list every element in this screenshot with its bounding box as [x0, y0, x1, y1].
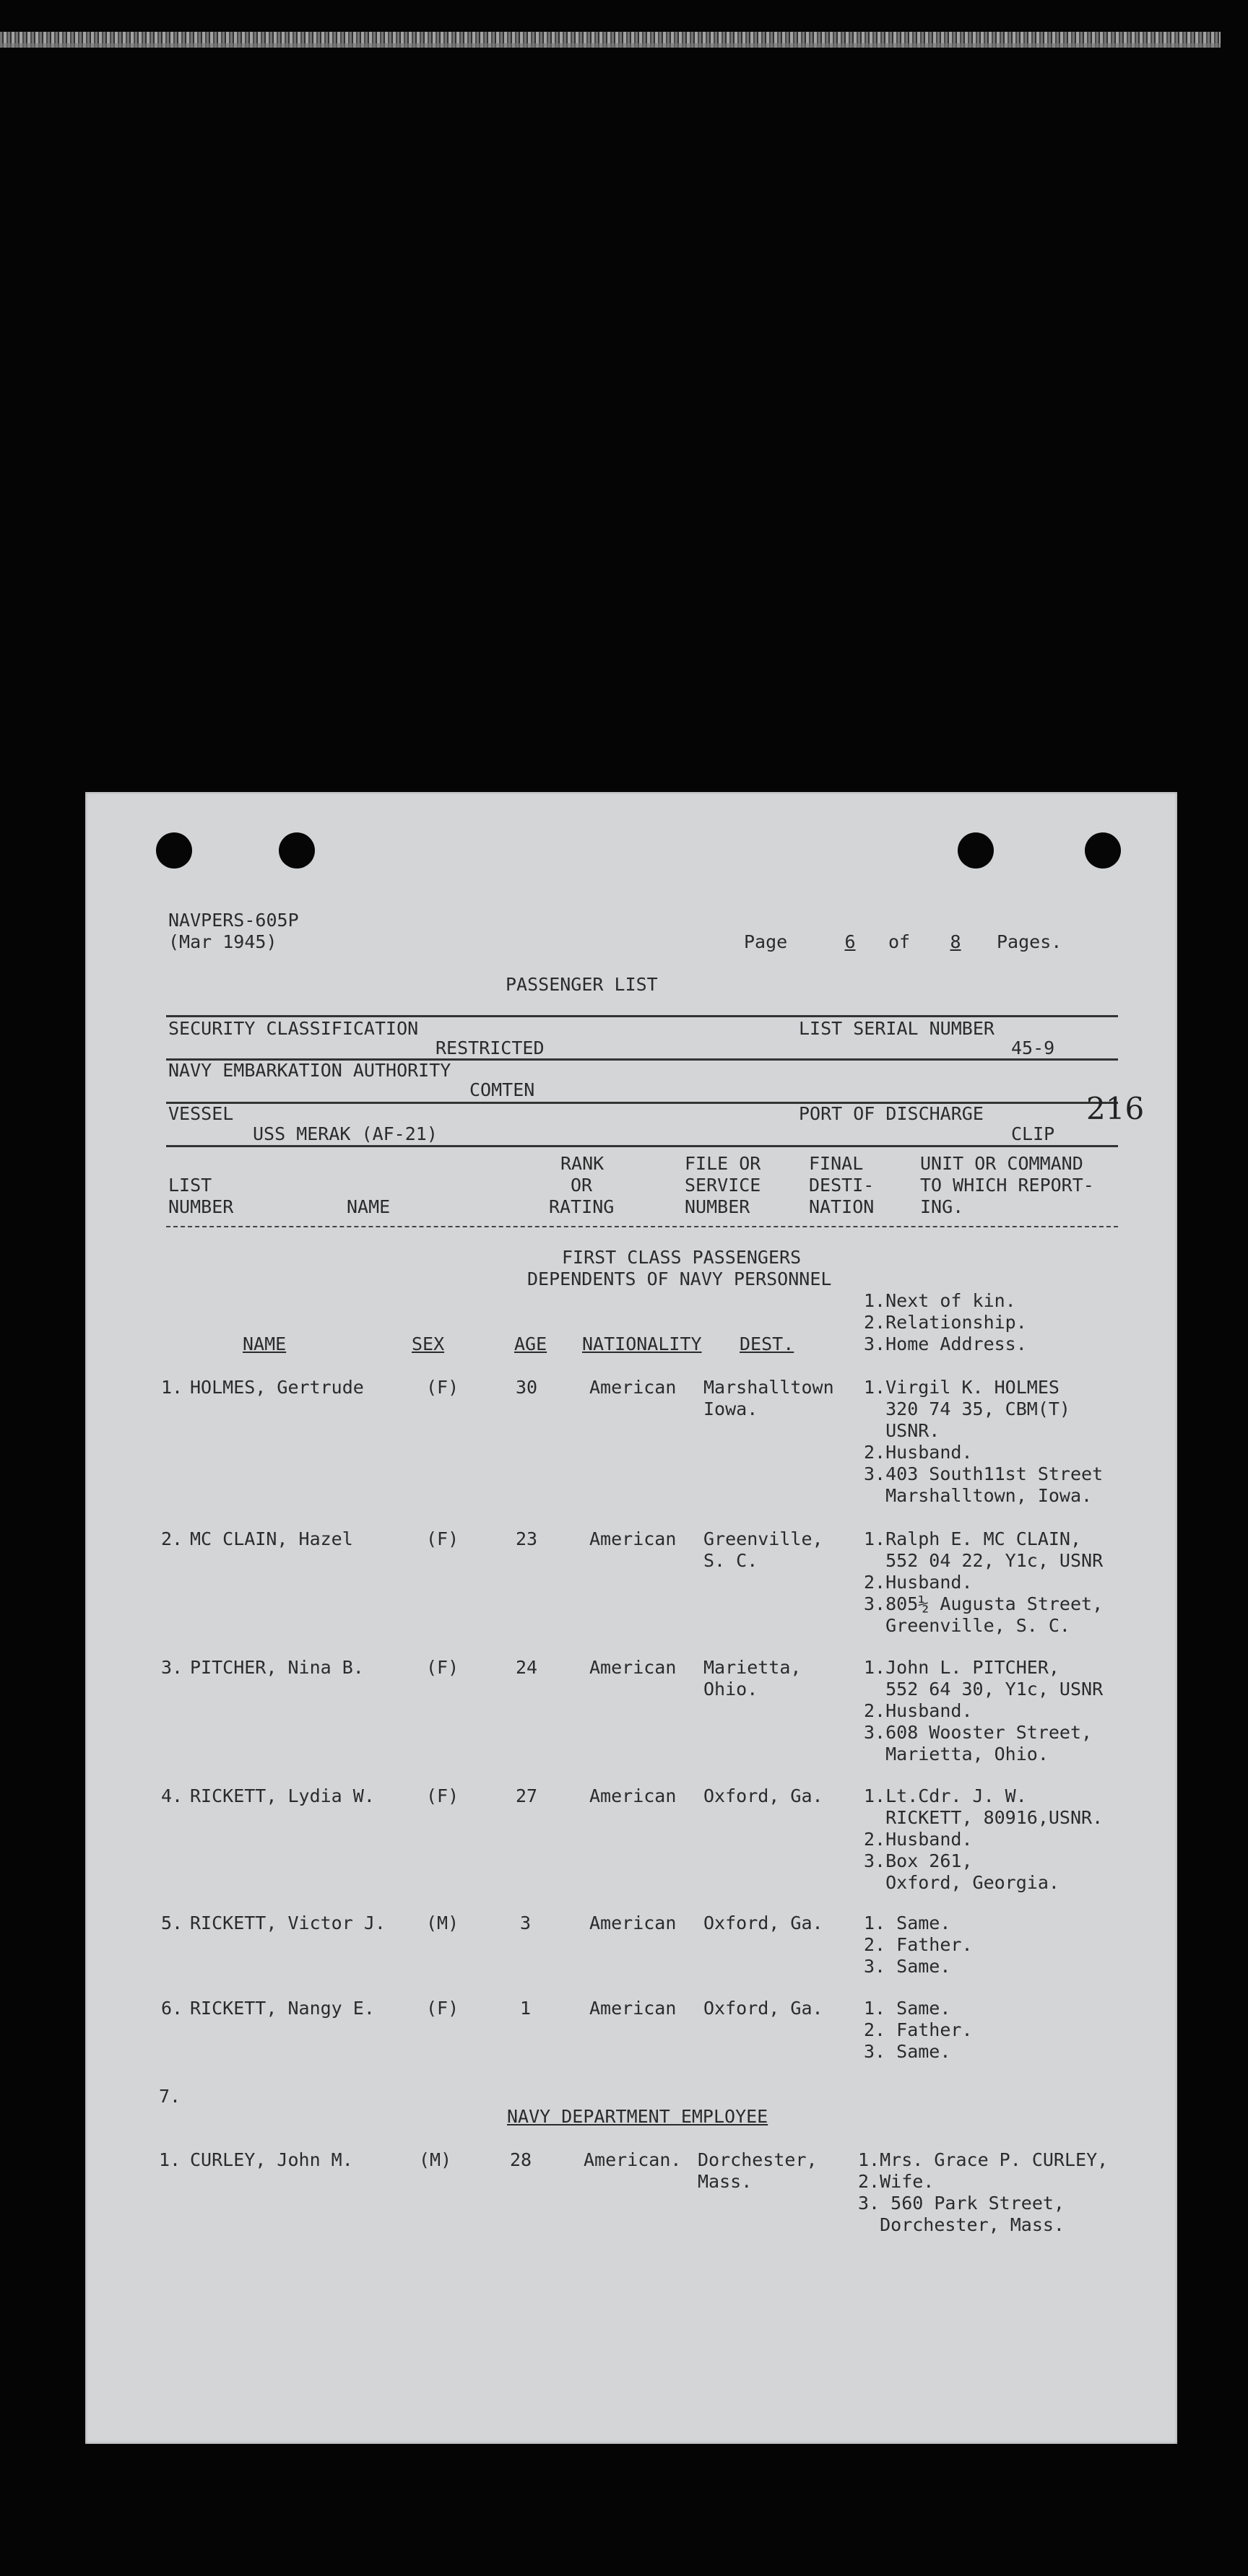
- entry-number: 5.: [161, 1913, 183, 1933]
- form-number: NAVPERS-605P: [168, 910, 299, 931]
- info-line: 3.403 South11st Street: [864, 1463, 1104, 1484]
- info-line: 2. Father.: [864, 1934, 973, 1955]
- info-line: 1.Mrs. Grace P. CURLEY,: [858, 2149, 1109, 2170]
- passenger-nationality: American: [589, 1377, 677, 1398]
- hdr-name: NAME: [243, 1333, 287, 1354]
- employee-age: 28: [510, 2149, 532, 2170]
- section1-title: FIRST CLASS PASSENGERS: [562, 1247, 802, 1268]
- passenger-sex: (F): [426, 1377, 459, 1398]
- passenger-name: RICKETT, Lydia W.: [190, 1785, 375, 1806]
- passenger-dest-2: Iowa.: [703, 1398, 758, 1419]
- col-rank-1: RANK: [560, 1153, 604, 1174]
- info-line: Dorchester, Mass.: [858, 2214, 1065, 2235]
- passenger-age: 27: [516, 1785, 538, 1806]
- passenger-nationality: American: [589, 1528, 677, 1549]
- page-number: 6: [844, 931, 856, 952]
- col-dest-3: NATION: [809, 1196, 875, 1217]
- passenger-age: 23: [516, 1528, 538, 1549]
- info-line: 2.Husband.: [864, 1442, 973, 1463]
- port-label: PORT OF DISCHARGE: [799, 1103, 984, 1124]
- entry-number: 4.: [161, 1785, 183, 1806]
- punch-hole: [1085, 832, 1121, 869]
- info-line: Marshalltown, Iowa.: [864, 1485, 1093, 1506]
- passenger-dest-2: S. C.: [703, 1550, 758, 1571]
- rule: [166, 1145, 1118, 1147]
- info-line: 2.Husband.: [864, 1572, 973, 1593]
- info-line: RICKETT, 80916,USNR.: [864, 1807, 1104, 1828]
- passenger-dest-1: Marietta,: [703, 1657, 802, 1678]
- hdr-dest: DEST.: [740, 1333, 794, 1354]
- info-line: 2.Husband.: [864, 1700, 973, 1721]
- hdr-age: AGE: [514, 1333, 547, 1354]
- info-line: 2. Father.: [864, 2019, 973, 2040]
- info-line: 3. Same.: [864, 1956, 951, 1977]
- passenger-dest-1: Marshalltown: [703, 1377, 834, 1398]
- authority-label: NAVY EMBARKATION AUTHORITY: [168, 1060, 451, 1081]
- passenger-sex: (F): [426, 1998, 459, 2019]
- passenger-sex: (F): [426, 1785, 459, 1806]
- passenger-name: MC CLAIN, Hazel: [190, 1528, 353, 1549]
- col-list-number-2: NUMBER: [168, 1196, 234, 1217]
- info-line: 3. 560 Park Street,: [858, 2193, 1065, 2214]
- punch-hole: [958, 832, 994, 869]
- col-rank-3: RATING: [549, 1196, 615, 1217]
- col-unit-1: UNIT OR COMMAND: [920, 1153, 1083, 1174]
- entry-number: 1.: [161, 1377, 183, 1398]
- employee-dest-2: Mass.: [698, 2171, 753, 2192]
- info-line: 1. Same.: [864, 1913, 951, 1933]
- entry-number: 2.: [161, 1528, 183, 1549]
- passenger-nationality: American: [589, 1998, 677, 2019]
- passenger-age: 30: [516, 1377, 538, 1398]
- stamp-number: 216: [1086, 1091, 1145, 1126]
- col-dest-1: FINAL: [809, 1153, 864, 1174]
- vessel-label: VESSEL: [168, 1103, 234, 1124]
- passenger-nationality: American: [589, 1657, 677, 1678]
- entry-number: 1.: [159, 2149, 181, 2170]
- section2-title: NAVY DEPARTMENT EMPLOYEE: [507, 2106, 768, 2127]
- info-line: 3.805½ Augusta Street,: [864, 1593, 1104, 1614]
- info-line: Marietta, Ohio.: [864, 1744, 1049, 1765]
- employee-nationality: American.: [584, 2149, 682, 2170]
- passenger-dest-2: Ohio.: [703, 1679, 758, 1700]
- col-file-1: FILE OR: [685, 1153, 761, 1174]
- passenger-age: 24: [516, 1657, 538, 1678]
- rule: [166, 1015, 1118, 1017]
- info-line: 1.Lt.Cdr. J. W.: [864, 1785, 1027, 1806]
- punch-hole: [279, 832, 315, 869]
- info-line: 1.Virgil K. HOLMES: [864, 1377, 1060, 1398]
- hdr-nationality: NATIONALITY: [582, 1333, 702, 1354]
- legend-1: 1.Next of kin.: [864, 1290, 1016, 1311]
- info-line: 320 74 35, CBM(T): [864, 1398, 1070, 1419]
- serial-value: 45-9: [1011, 1037, 1055, 1058]
- of-label: of: [888, 931, 911, 952]
- section1-subtitle: DEPENDENTS OF NAVY PERSONNEL: [527, 1269, 832, 1289]
- col-dest-2: DESTI-: [809, 1175, 875, 1196]
- passenger-dest-1: Oxford, Ga.: [703, 1998, 823, 2019]
- pages-label: Pages.: [997, 931, 1062, 952]
- legend-2: 2.Relationship.: [864, 1312, 1027, 1333]
- passenger-age: 1: [520, 1998, 532, 2019]
- info-line: 3.Box 261,: [864, 1850, 973, 1871]
- info-line: 552 64 30, Y1c, USNR: [864, 1679, 1104, 1700]
- passenger-sex: (F): [426, 1657, 459, 1678]
- col-file-3: NUMBER: [685, 1196, 750, 1217]
- info-line: 1.John L. PITCHER,: [864, 1657, 1060, 1678]
- passenger-name: RICKETT, Nangy E.: [190, 1998, 375, 2019]
- info-line: USNR.: [864, 1420, 940, 1441]
- legend-3: 3.Home Address.: [864, 1333, 1027, 1354]
- hdr-sex: SEX: [412, 1333, 445, 1354]
- col-rank-2: OR: [571, 1175, 593, 1196]
- security-label: SECURITY CLASSIFICATION: [168, 1018, 419, 1039]
- form-title: PASSENGER LIST: [506, 974, 658, 995]
- info-line: 2.Wife.: [858, 2171, 935, 2192]
- vessel-value: USS MERAK (AF-21): [253, 1123, 438, 1144]
- info-line: 3. Same.: [864, 2041, 951, 2062]
- passenger-nationality: American: [589, 1785, 677, 1806]
- col-list-number-1: LIST: [168, 1175, 212, 1196]
- col-name: NAME: [347, 1196, 391, 1217]
- employee-dest-1: Dorchester,: [698, 2149, 818, 2170]
- employee-name: CURLEY, John M.: [190, 2149, 353, 2170]
- form-date: (Mar 1945): [168, 931, 277, 952]
- passenger-age: 3: [520, 1913, 532, 1933]
- col-unit-3: ING.: [920, 1196, 964, 1217]
- port-value: CLIP: [1011, 1123, 1055, 1144]
- passenger-dest-1: Oxford, Ga.: [703, 1785, 823, 1806]
- rule-dashed: [166, 1224, 1118, 1227]
- blank-entry-number: 7.: [159, 2086, 181, 2107]
- security-value: RESTRICTED: [436, 1037, 545, 1058]
- passenger-sex: (F): [426, 1528, 459, 1549]
- passenger-name: PITCHER, Nina B.: [190, 1657, 364, 1678]
- film-edge-shadow: [0, 43, 1221, 48]
- authority-value: COMTEN: [469, 1079, 535, 1100]
- info-line: 552 04 22, Y1c, USNR: [864, 1550, 1104, 1571]
- total-pages: 8: [950, 931, 961, 952]
- passenger-dest-1: Greenville,: [703, 1528, 823, 1549]
- passenger-name: RICKETT, Victor J.: [190, 1913, 386, 1933]
- passenger-name: HOLMES, Gertrude: [190, 1377, 364, 1398]
- serial-label: LIST SERIAL NUMBER: [799, 1018, 994, 1039]
- info-line: Oxford, Georgia.: [864, 1872, 1060, 1893]
- info-line: 3.608 Wooster Street,: [864, 1722, 1093, 1743]
- passenger-sex: (M): [426, 1913, 459, 1933]
- document-sheet: [85, 792, 1177, 2444]
- info-line: Greenville, S. C.: [864, 1615, 1070, 1636]
- page-label: Page: [744, 931, 788, 952]
- entry-number: 6.: [161, 1998, 183, 2019]
- info-line: 1.Ralph E. MC CLAIN,: [864, 1528, 1082, 1549]
- info-line: 2.Husband.: [864, 1829, 973, 1850]
- passenger-nationality: American: [589, 1913, 677, 1933]
- col-unit-2: TO WHICH REPORT-: [920, 1175, 1094, 1196]
- employee-sex: (M): [419, 2149, 452, 2170]
- entry-number: 3.: [161, 1657, 183, 1678]
- punch-hole: [156, 832, 192, 869]
- passenger-dest-1: Oxford, Ga.: [703, 1913, 823, 1933]
- col-file-2: SERVICE: [685, 1175, 761, 1196]
- info-line: 1. Same.: [864, 1998, 951, 2019]
